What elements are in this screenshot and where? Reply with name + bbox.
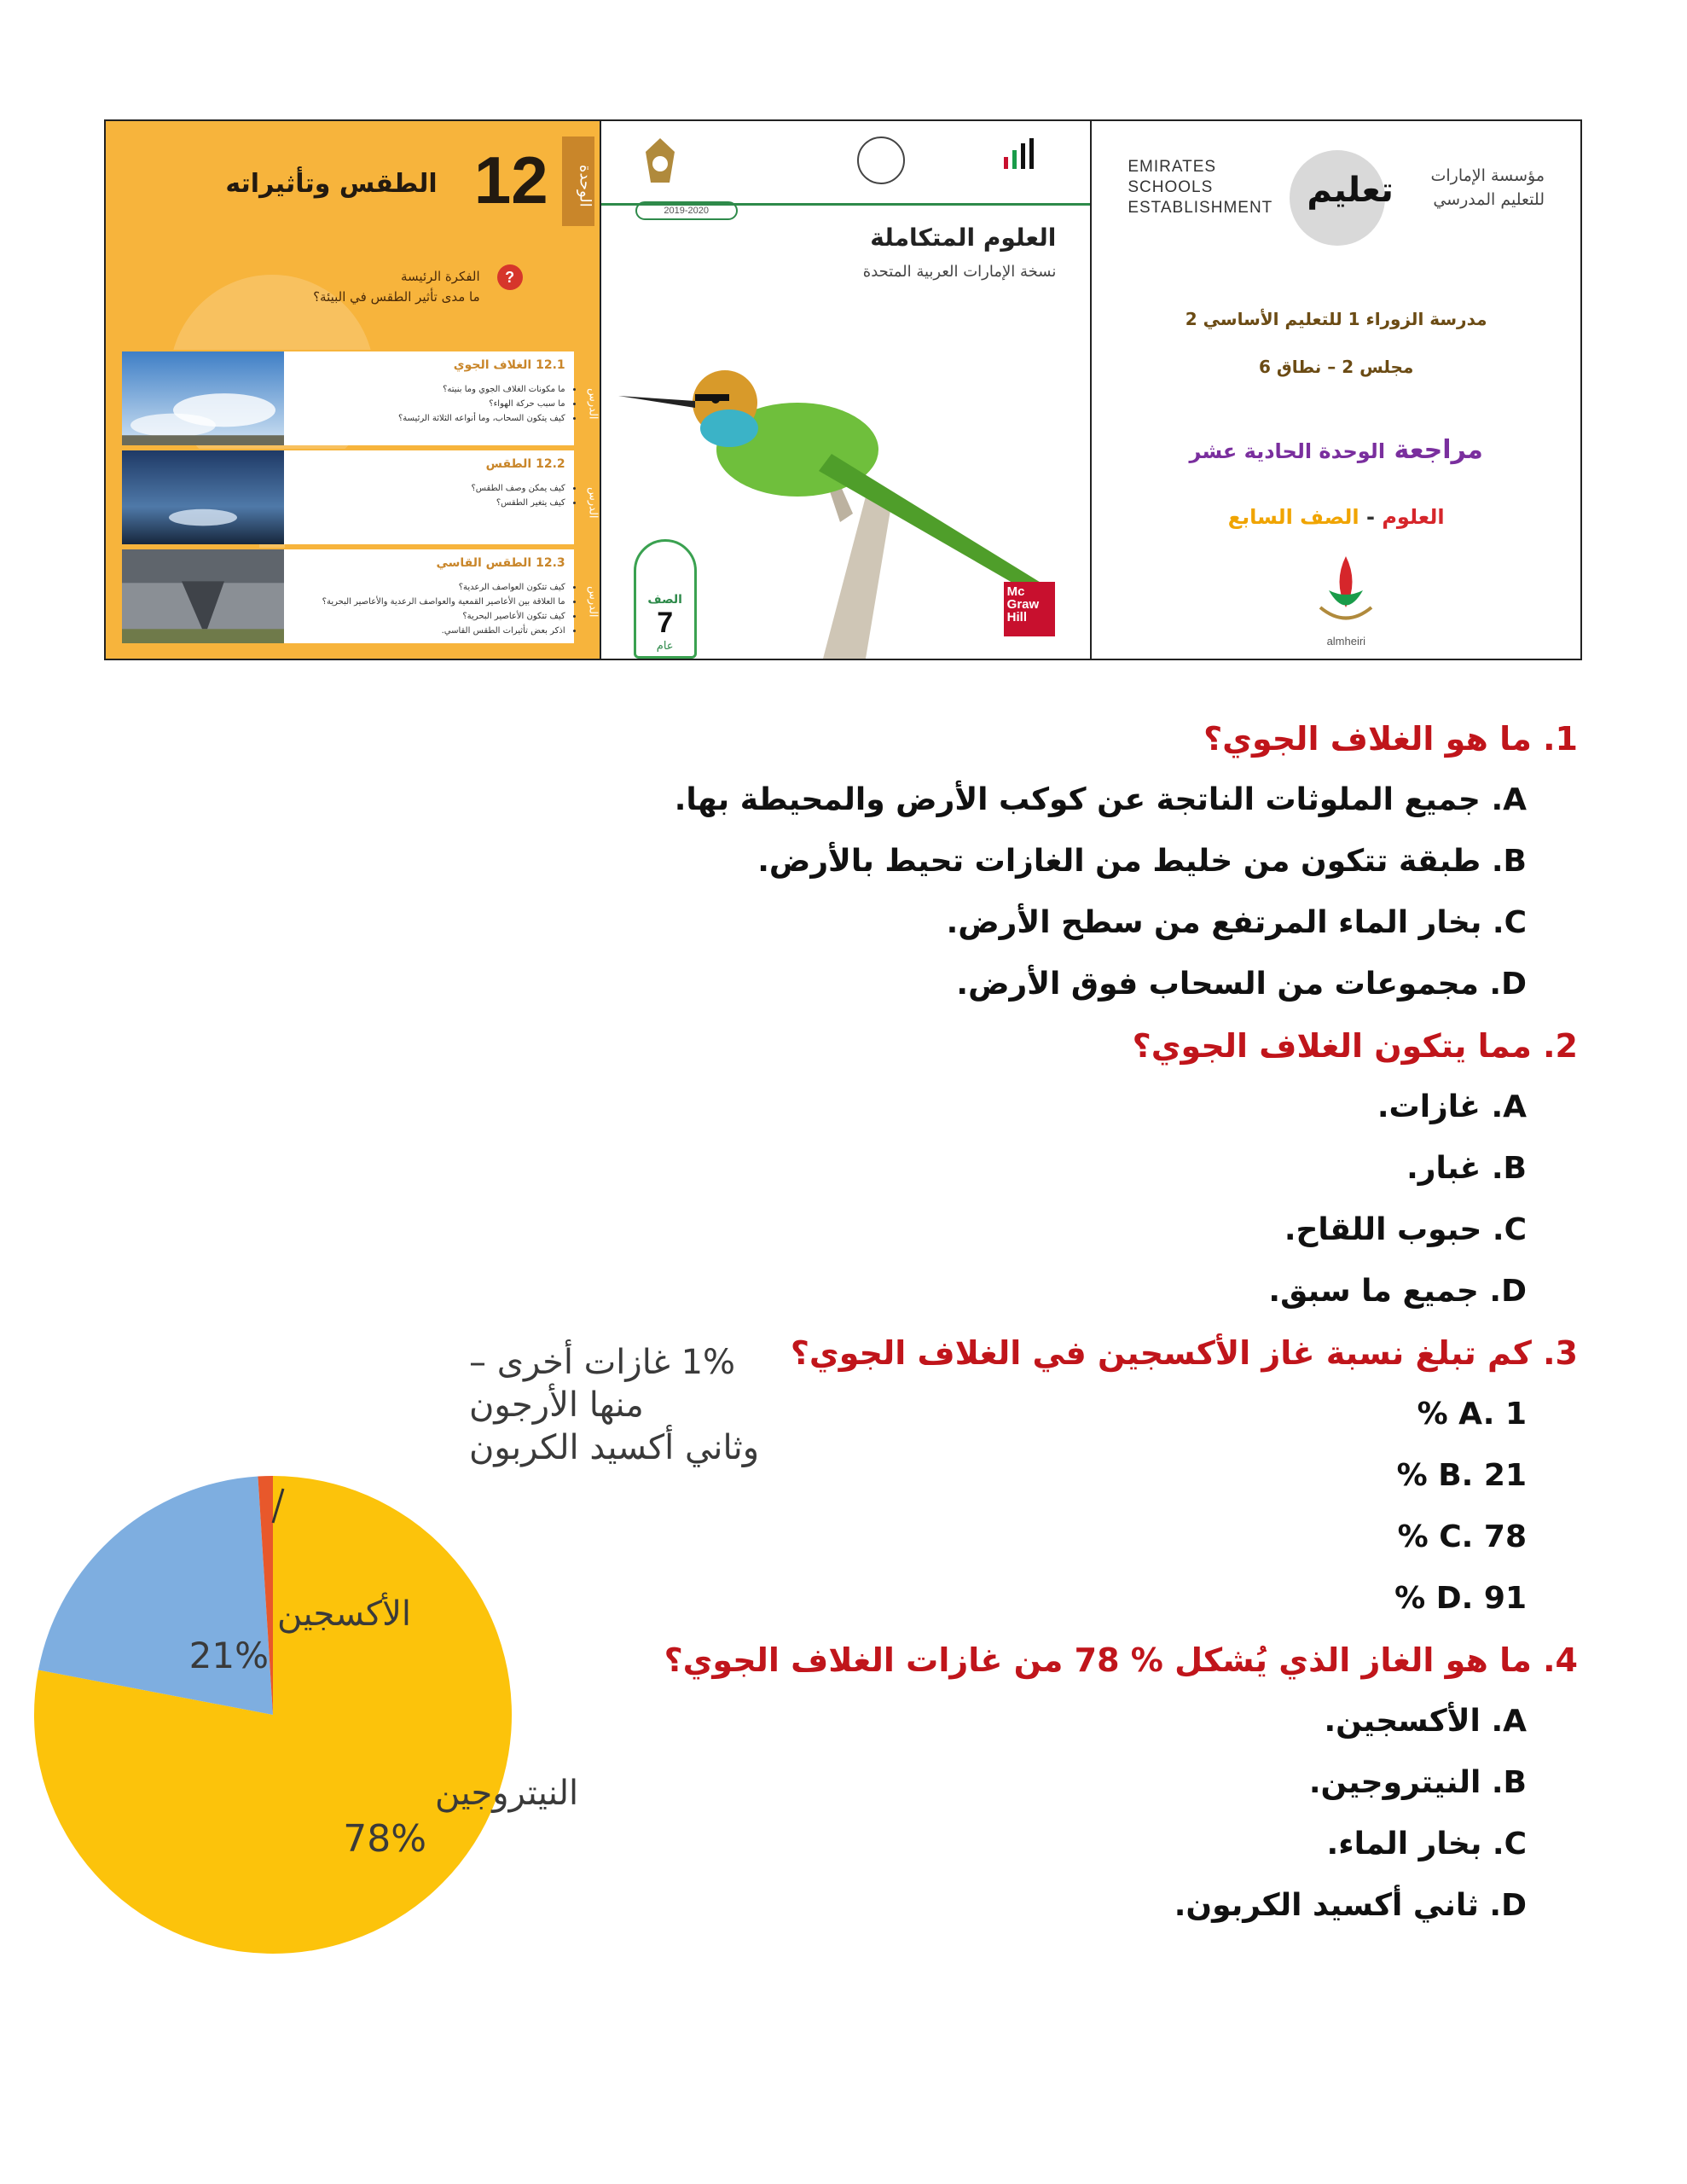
option-text: حبوب اللقاح. <box>1284 1212 1482 1247</box>
cover-header-strip <box>104 119 1582 660</box>
option-text: الأكسجين. <box>1324 1704 1481 1739</box>
lesson-point: • ما مكونات الغلاف الجوي وما بنيته؟ <box>301 382 565 397</box>
option-text: مجموعات من السحاب فوق الأرض. <box>956 967 1479 1002</box>
question-text: ما هو الغاز الذي يُشكل % 78 من غازات الغلاف الجوي؟ <box>664 1641 1532 1679</box>
option-text: بخار الماء. <box>1326 1827 1482 1862</box>
lesson-point: • كيف تتكون العواصف الرعدية؟ <box>301 580 565 595</box>
review-title-rest: الوحدة الحادية عشر <box>1189 439 1386 463</box>
answer-option <box>588 1199 1578 1261</box>
lesson-title: 12.3 الطقس القاسي <box>436 556 565 570</box>
answer-option <box>588 1752 1578 1814</box>
lesson-point: • ما العلاقة بين الأعاصير القمعية والعواصف الرعدية والأعاصير البحرية؟ <box>301 595 565 609</box>
question-text: ما هو الغلاف الجوي؟ <box>1203 720 1532 758</box>
question-title <box>588 1629 1578 1691</box>
answer-option <box>588 831 1578 892</box>
other-gases-label-line: وثاني أكسيد الكربون <box>469 1428 760 1467</box>
answer-option <box>588 1691 1578 1752</box>
option-text: النيتروجين. <box>1308 1765 1481 1800</box>
option-text: 1 % <box>1417 1397 1527 1432</box>
question-list <box>588 708 1578 1937</box>
question-number: 4. <box>1543 1641 1578 1679</box>
question-title <box>588 1322 1578 1384</box>
unit-title: الطقس وتأثيراته <box>225 169 438 199</box>
answer-option <box>588 892 1578 954</box>
question-icon: ? <box>497 264 523 290</box>
option-letter: B. <box>1438 1458 1474 1493</box>
answer-option <box>588 1507 1578 1568</box>
almheiri-logo-icon <box>1312 548 1380 633</box>
tornado-photo <box>122 549 284 643</box>
storm-sky-photo <box>122 450 284 544</box>
lesson-title: 12.2 الطقس <box>485 457 565 471</box>
lesson-tag: الدرس <box>574 549 600 643</box>
option-text: 91 % <box>1394 1581 1527 1616</box>
organization-arabic-name: مؤسسة الإمارات للتعليم المدرسي <box>1430 166 1545 209</box>
unit-cover-panel <box>106 121 600 659</box>
council-zone: مجلس 2 – نطاق 6 <box>1259 357 1414 377</box>
option-letter: C. <box>1439 1519 1474 1554</box>
option-text: جميع الملوثات الناتجة عن كوكب الأرض والمحيطة بها. <box>674 782 1481 817</box>
main-idea-label: الفكرة الرئيسة <box>401 269 480 284</box>
book-logos <box>601 121 1091 202</box>
question-text: كم تبلغ نسبة غاز الأكسجين في الغلاف الجوي؟ <box>790 1334 1532 1372</box>
nitrogen-slice-percent: 78% <box>343 1817 426 1861</box>
leader-portrait-logo <box>857 136 905 184</box>
review-title-prefix: مراجعة <box>1394 435 1483 465</box>
publisher-logo: Mc Graw Hill <box>1004 582 1055 636</box>
oxygen-slice-percent: 21% <box>188 1635 269 1676</box>
school-year: 2019-2020 <box>635 201 738 220</box>
option-letter: A. <box>1458 1397 1495 1432</box>
school-name: مدرسة الزوراء 1 للتعليم الأساسي 2 <box>1185 309 1487 329</box>
question-number: 3. <box>1543 1334 1578 1372</box>
option-letter: B. <box>1491 1765 1527 1800</box>
option-text: 21 % <box>1396 1458 1527 1493</box>
uae-emblem-icon <box>641 135 680 186</box>
pie-chart-svg <box>34 1331 760 2013</box>
unit-number: 12 <box>473 142 548 218</box>
lesson-points <box>301 382 565 426</box>
question-text: مما يتكون الغلاف الجوي؟ <box>1132 1027 1532 1065</box>
question-number: 2. <box>1543 1027 1578 1065</box>
grade-number: 7 <box>657 607 674 639</box>
question-title <box>588 1015 1578 1077</box>
option-letter: B. <box>1491 844 1527 879</box>
grade-track: عام <box>656 640 674 653</box>
option-text: غبار. <box>1406 1151 1481 1186</box>
grade-badge <box>634 539 697 659</box>
atmosphere-composition-pie-chart <box>34 1331 760 2013</box>
option-letter: D. <box>1489 967 1527 1002</box>
oxygen-slice-label: الأكسجين <box>277 1594 411 1634</box>
main-idea-question: ما مدى تأثير الطقس في البيئة؟ <box>313 289 480 305</box>
option-letter: D. <box>1435 1581 1474 1616</box>
option-text: 78 % <box>1397 1519 1527 1554</box>
lesson-card <box>122 548 600 643</box>
option-letter: A. <box>1491 1089 1527 1124</box>
answer-option <box>588 1077 1578 1138</box>
lesson-points <box>301 580 565 638</box>
question-number: 1. <box>1543 720 1578 758</box>
lesson-point: • كيف يتكون السحاب، وما أنواعه الثلاثة الرئيسة؟ <box>301 411 565 426</box>
uae-brand-logo <box>999 136 1050 179</box>
lesson-point: • كيف يمكن وصف الطقس؟ <box>301 481 565 496</box>
answer-option <box>588 1138 1578 1199</box>
sky-clouds-photo <box>122 351 284 445</box>
option-text: جميع ما سبق. <box>1268 1274 1479 1309</box>
option-text: بخار الماء المرتفع من سطح الأرض. <box>946 905 1482 940</box>
school-info-panel <box>1090 121 1580 659</box>
separator: - <box>1366 505 1375 529</box>
answer-option <box>588 1568 1578 1629</box>
lesson-point: • كيف تتكون الأعاصير البحرية؟ <box>301 609 565 624</box>
question-title <box>588 708 1578 770</box>
other-gases-label-line: 1% غازات أخرى – <box>469 1343 736 1382</box>
option-letter: D. <box>1489 1274 1527 1309</box>
lesson-point: • اذكر بعض تأثيرات الطقس القاسي. <box>301 624 565 638</box>
unit-tag: الوحدة <box>562 136 594 226</box>
lesson-tag: الدرس <box>574 351 600 445</box>
answer-option <box>588 1261 1578 1322</box>
nitrogen-slice-label: النيتروجين <box>435 1774 579 1813</box>
lesson-point: • ما سبب حركة الهواء؟ <box>301 397 565 411</box>
answer-option <box>588 1875 1578 1937</box>
lesson-card <box>122 350 600 445</box>
pie-slices <box>34 1476 512 1954</box>
lesson-tag: الدرس <box>574 450 600 544</box>
option-letter: B. <box>1491 1151 1527 1186</box>
textbook-cover-panel <box>600 121 1091 659</box>
option-letter: C. <box>1492 905 1527 940</box>
other-gases-label-line: منها الأرجون <box>469 1385 644 1425</box>
ese-english-name: EMIRATES SCHOOLS ESTABLISHMENT <box>1128 158 1273 217</box>
option-text: ثاني أكسيد الكربون. <box>1174 1888 1479 1923</box>
unit-header <box>106 121 600 232</box>
option-letter: D. <box>1489 1888 1527 1923</box>
option-letter: A. <box>1491 1704 1527 1739</box>
lesson-point: • كيف يتغير الطقس؟ <box>301 496 565 510</box>
lesson-points <box>301 481 565 510</box>
option-text: غازات. <box>1377 1089 1481 1124</box>
subject-grade-line <box>1092 505 1580 529</box>
answer-option <box>588 1814 1578 1875</box>
option-letter: C. <box>1492 1212 1527 1247</box>
lesson-title: 12.1 الغلاف الجوي <box>453 358 565 372</box>
grade-label: الصف <box>647 593 682 607</box>
almheiri-logo-text: almheiri <box>1326 635 1366 648</box>
answer-option <box>588 770 1578 831</box>
textbook-subtitle: نسخة الإمارات العربية المتحدة <box>862 263 1057 281</box>
grade: الصف السابع <box>1227 505 1359 529</box>
subject: العلوم <box>1382 505 1445 529</box>
option-letter: A. <box>1491 782 1527 817</box>
option-letter: C. <box>1492 1827 1527 1862</box>
answer-option <box>588 954 1578 1015</box>
review-title <box>1092 435 1580 465</box>
option-text: طبقة تتكون من خليط من الغازات تحيط بالأرض. <box>757 844 1481 879</box>
main-idea <box>224 266 480 307</box>
taleem-logo-text: تعليم <box>1307 171 1394 210</box>
lesson-card <box>122 449 600 544</box>
textbook-title: العلوم المتكاملة <box>870 224 1057 252</box>
